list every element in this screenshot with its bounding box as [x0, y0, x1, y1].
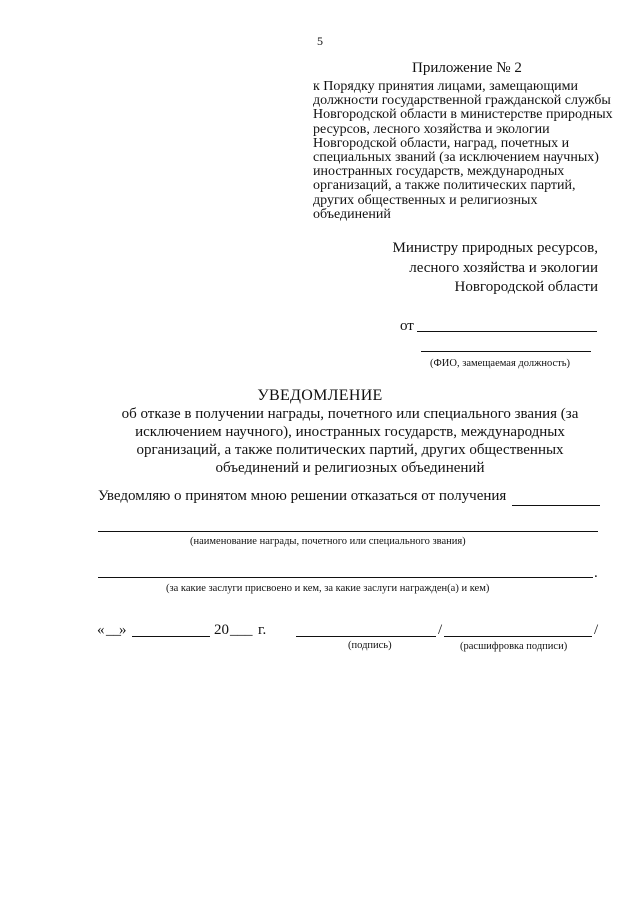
- merits-blank-line: [98, 577, 593, 578]
- fio-hint: (ФИО, замещаемая должность): [430, 358, 571, 369]
- from-blank-line: [417, 331, 597, 332]
- award-hint: (наименование награды, почетного или специального звания): [190, 536, 466, 547]
- signature-blank-line: [296, 636, 436, 637]
- addressee-line-3: Новгородской области: [454, 279, 598, 295]
- from-label: от: [400, 318, 414, 334]
- statement-text: Уведомляю о принятом мною решении отказаться от получения: [98, 488, 507, 504]
- addressee-line-2: лесного хозяйства и экологии: [409, 260, 598, 276]
- decoding-hint: (расшифровка подписи): [460, 641, 568, 652]
- appendix-text: к Порядку принятия лицами, замещающими должности государственной гражданской службы Новгородской области в министерстве природных ресурсов, лесного хозяйства и экологии Новгородской области, наград, почетных и специальных званий (за исключением научных) иностранных государств, международных организаций, а также политических партий, других общественных и религиозных объединений: [313, 79, 613, 222]
- signature-slash-2: /: [594, 622, 599, 638]
- date-quote-close: »: [119, 622, 127, 638]
- award-blank-line: [98, 531, 598, 532]
- date-quote-open: «: [97, 622, 105, 638]
- date-day-blank: __: [106, 622, 121, 638]
- decoding-blank-line: [444, 636, 592, 637]
- appendix-title: Приложение № 2: [412, 60, 522, 76]
- signature-hint: (подпись): [348, 640, 392, 651]
- notice-title: УВЕДОМЛЕНИЕ: [257, 387, 383, 404]
- signature-slash-1: /: [438, 622, 443, 638]
- position-blank-line: [421, 351, 591, 352]
- statement-blank-line: [512, 505, 600, 506]
- year-prefix: 20: [214, 622, 229, 638]
- year-suffix: г.: [258, 622, 267, 638]
- year-blank: ___: [230, 622, 253, 638]
- addressee-line-1: Министру природных ресурсов,: [392, 240, 598, 256]
- merits-hint: (за какие заслуги присвоено и кем, за какие заслуги награжден(а) и кем): [166, 583, 490, 594]
- page-number: 5: [317, 34, 323, 48]
- date-month-blank-line: [132, 636, 210, 637]
- notice-subtitle: об отказе в получении награды, почетного или специального звания (за исключением научного), иностранных государств, международных организаций, а также политических партий, других общественных объединений и религиозных объединений: [121, 406, 579, 476]
- merits-period: .: [594, 565, 598, 581]
